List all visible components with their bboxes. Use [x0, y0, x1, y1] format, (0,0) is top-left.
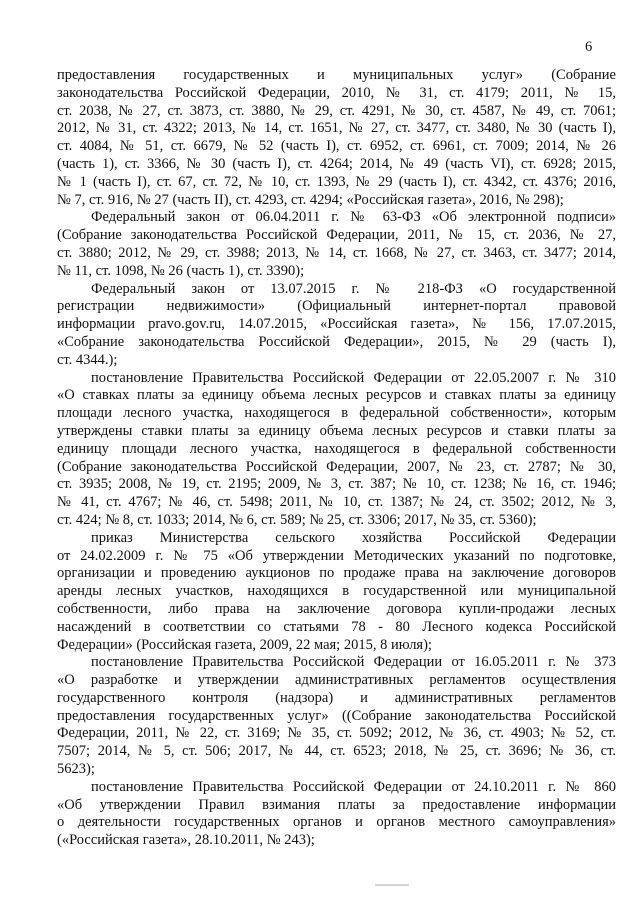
- text-line: ст. 3935; 2008, № 19, ст. 2195; 2009, № 3, ст. 387; № 10, ст. 1238; № 16, ст. 1946;: [57, 476, 616, 493]
- paragraph-federal-law-63: [57, 209, 616, 280]
- text-line: предоставления государственных услуг» ((Собрание законодательства Российской: [57, 707, 616, 724]
- text-line: от 24.02.2009 г. № 75 «Об утверждении Методических указаний по подготовке,: [57, 547, 616, 564]
- paragraph-federal-law-218: [57, 281, 616, 370]
- text-line: 2012, № 31, ст. 4322; 2013, № 14, ст. 1651, № 27, ст. 3477, ст. 3480, № 30 (часть I),: [57, 120, 616, 137]
- text-line: «О разработке и утверждении административных регламентов осуществления: [57, 672, 616, 689]
- text-line: № 11, ст. 1098, № 26 (часть 1), ст. 3390);: [57, 262, 305, 279]
- text-line: Федеральный закон от 06.04.2011 г. № 63-ФЗ «Об электронной подписи»: [91, 209, 616, 226]
- text-line: «О ставках платы за единицу объема лесных ресурсов и ставках платы за единицу: [57, 387, 616, 404]
- text-line: аренды лесных участков, находящихся в государственной или муниципальной: [57, 583, 616, 600]
- text-line: законодательства Российской Федерации, 2010, № 31, ст. 4179; 2011, № 15,: [57, 84, 616, 101]
- text-line: ст. 4344.);: [57, 351, 118, 368]
- text-line: «Собрание законодательства Российской Федерации», 2015, № 29 (часть I),: [57, 333, 616, 350]
- text-line: утверждены ставки платы за единицу объема лесных ресурсов и ставки платы за: [57, 422, 616, 439]
- text-line: ст. 3880; 2012, № 29, ст. 3988; 2013, № 14, ст. 1668, № 27, ст. 3463, ст. 3477; 2014,: [57, 244, 616, 261]
- text-line: № 7, ст. 916, № 27 (часть II), ст. 4293, ст. 4294; «Российская газета», 2016, № 298);: [57, 191, 564, 208]
- text-line: ст. 4084, № 51, ст. 6679, № 52 (часть I), ст. 6952, ст. 6961, ст. 7009; 2014, № 26: [57, 138, 616, 155]
- text-line: постановление Правительства Российской Федерации от 16.05.2011 г. № 373: [91, 654, 616, 671]
- paragraph-resolution-373: [57, 654, 616, 779]
- text-line: 5623);: [57, 761, 95, 778]
- text-line: площади лесного участка, находящегося в федеральной собственности», которым: [57, 405, 616, 422]
- text-line: (Собрание законодательства Российской Федерации, 2011, № 15, ст. 2036, № 27,: [57, 227, 616, 244]
- paragraph-order-75: [57, 530, 616, 655]
- text-line: Федеральный закон от 13.07.2015 г. № 218-ФЗ «О государственной: [91, 280, 616, 297]
- text-line: (часть 1), ст. 3366, № 30 (часть I), ст. 4264; 2014, № 49 (часть VI), ст. 6928; 2015,: [57, 155, 616, 172]
- text-line: о деятельности государственных органов и органов местного самоуправления»: [57, 814, 616, 831]
- text-line: Федерации, 2011, № 22, ст. 3169; № 35, ст. 5092; 2012, № 36, ст. 4903; № 52, ст.: [57, 725, 616, 742]
- text-line: «Об утверждении Правил взимания платы за предоставление информации: [57, 796, 616, 813]
- text-line: собственности, либо права на заключение договора купли-продажи лесных: [57, 600, 616, 617]
- text-line: № 1 (часть I), ст. 67, ст. 72, № 10, ст. 1393, № 29 (часть I), ст. 4342, ст. 4376; 2016,: [57, 173, 616, 190]
- text-line: ст. 424; № 8, ст. 1033; 2014, № 6, ст. 589; № 25, ст. 3306; 2017, № 35, ст. 5360);: [57, 511, 537, 528]
- text-line: постановление Правительства Российской Федерации от 24.10.2011 г. № 860: [91, 778, 616, 795]
- paragraph-resolution-860: [57, 779, 616, 850]
- paragraph-resolution-310: [57, 370, 616, 530]
- paragraph-continuation: [57, 67, 616, 209]
- text-line: («Российская газета», 28.10.2011, № 243);: [57, 832, 315, 849]
- page-number: 6: [585, 39, 593, 55]
- scan-artifact: [375, 884, 409, 886]
- text-line: приказ Министерства сельского хозяйства Российской Федерации: [91, 529, 616, 546]
- text-line: информации pravo.gov.ru, 14.07.2015, «Российская газета», № 156, 17.07.2015,: [57, 316, 616, 333]
- text-line: Федерации» (Российская газета, 2009, 22 мая; 2015, 8 июля);: [57, 636, 432, 653]
- document-body: [57, 67, 616, 850]
- text-line: ст. 2038, № 27, ст. 3873, ст. 3880, № 29, ст. 4291, № 30, ст. 4587, № 49, ст. 7061;: [57, 102, 616, 119]
- text-line: насаждений в соответствии со статьями 78 - 80 Лесного кодекса Российской: [57, 618, 616, 635]
- text-line: 7507; 2014, № 5, ст. 506; 2017, № 44, ст. 6523; 2018, № 25, ст. 3696; № 36, ст.: [57, 743, 616, 760]
- text-line: № 41, ст. 4767; № 46, ст. 5498; 2011, № 10, ст. 1387; № 24, ст. 3502; 2012, № 3,: [57, 494, 616, 511]
- text-line: государственного контроля (надзора) и административных регламентов: [57, 689, 616, 706]
- text-line: единицу площади лесного участка, находящегося в федеральной собственности: [57, 440, 616, 457]
- text-line: регистрации недвижимости» (Официальный интернет-портал правовой: [57, 298, 616, 315]
- text-line: организации и проведению аукционов по продаже права на заключение договоров: [57, 565, 616, 582]
- text-line: (Собрание законодательства Российской Федерации, 2007, № 23, ст. 2787; № 30,: [57, 458, 616, 475]
- text-line: постановление Правительства Российской Федерации от 22.05.2007 г. № 310: [91, 369, 616, 386]
- text-line: предоставления государственных и муниципальных услуг» (Собрание: [57, 67, 616, 83]
